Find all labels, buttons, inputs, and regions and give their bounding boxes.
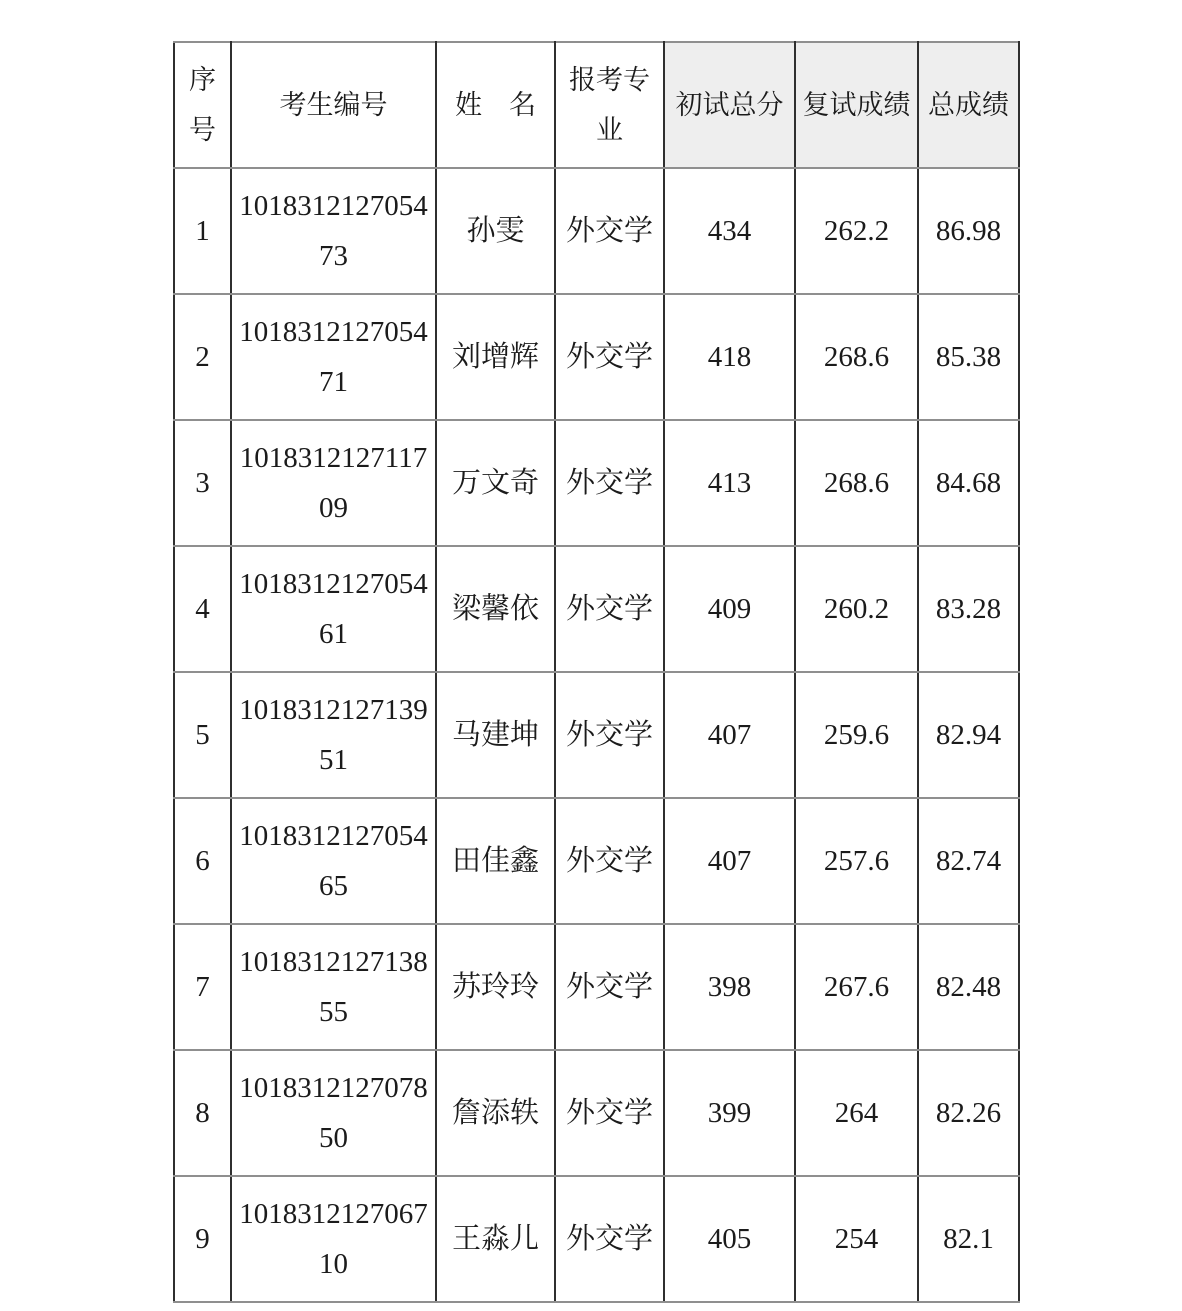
- table-row: [174, 1050, 1019, 1176]
- cell-total-score: 86.98: [918, 168, 1019, 294]
- cell-seq-no: 7: [174, 924, 231, 1050]
- cell-name: 刘增辉: [436, 294, 555, 420]
- cell-major: 外交学: [555, 924, 664, 1050]
- cell-name: 王淼儿: [436, 1176, 555, 1302]
- cell-seq-no: 1: [174, 168, 231, 294]
- col-header-name: 姓 名: [436, 42, 555, 168]
- cell-major: 外交学: [555, 168, 664, 294]
- cell-name: 田佳鑫: [436, 798, 555, 924]
- cell-retest-score: 268.6: [795, 294, 918, 420]
- cell-retest-score: 268.6: [795, 420, 918, 546]
- cell-initial-score: 398: [664, 924, 795, 1050]
- cell-major: 外交学: [555, 1176, 664, 1302]
- cell-initial-score: 413: [664, 420, 795, 546]
- cell-candidate-id: 101831212707850: [231, 1050, 436, 1176]
- cell-seq-no: 9: [174, 1176, 231, 1302]
- col-header-major: 报考专业: [555, 42, 664, 168]
- cell-major: 外交学: [555, 294, 664, 420]
- col-header-total-score: 总成绩: [918, 42, 1019, 168]
- cell-total-score: 82.1: [918, 1176, 1019, 1302]
- cell-total-score: 82.26: [918, 1050, 1019, 1176]
- cell-initial-score: 434: [664, 168, 795, 294]
- cell-seq-no: 6: [174, 798, 231, 924]
- cell-total-score: 83.28: [918, 546, 1019, 672]
- cell-total-score: 82.94: [918, 672, 1019, 798]
- cell-candidate-id: 101831212705465: [231, 798, 436, 924]
- cell-name: 马建坤: [436, 672, 555, 798]
- cell-seq-no: 5: [174, 672, 231, 798]
- cell-retest-score: 254: [795, 1176, 918, 1302]
- cell-major: 外交学: [555, 798, 664, 924]
- cell-retest-score: 260.2: [795, 546, 918, 672]
- cell-total-score: 82.74: [918, 798, 1019, 924]
- cell-major: 外交学: [555, 420, 664, 546]
- cell-total-score: 82.48: [918, 924, 1019, 1050]
- table-row: [174, 1176, 1019, 1302]
- cell-retest-score: 262.2: [795, 168, 918, 294]
- cell-name: 万文奇: [436, 420, 555, 546]
- cell-candidate-id: 101831212705461: [231, 546, 436, 672]
- table-row: [174, 294, 1019, 420]
- cell-seq-no: 2: [174, 294, 231, 420]
- col-header-retest-score: 复试成绩: [795, 42, 918, 168]
- cell-retest-score: 267.6: [795, 924, 918, 1050]
- cell-retest-score: 257.6: [795, 798, 918, 924]
- col-header-initial-score: 初试总分: [664, 42, 795, 168]
- admission-results-table: [173, 41, 1020, 1303]
- cell-initial-score: 407: [664, 798, 795, 924]
- cell-major: 外交学: [555, 546, 664, 672]
- cell-candidate-id: 101831212705471: [231, 294, 436, 420]
- cell-name: 苏玲玲: [436, 924, 555, 1050]
- table-row: [174, 546, 1019, 672]
- col-header-candidate-id: 考生编号: [231, 42, 436, 168]
- cell-name: 梁馨依: [436, 546, 555, 672]
- cell-name: 詹添轶: [436, 1050, 555, 1176]
- cell-initial-score: 407: [664, 672, 795, 798]
- cell-initial-score: 418: [664, 294, 795, 420]
- table-row: [174, 672, 1019, 798]
- cell-retest-score: 259.6: [795, 672, 918, 798]
- cell-name: 孙雯: [436, 168, 555, 294]
- cell-seq-no: 8: [174, 1050, 231, 1176]
- cell-major: 外交学: [555, 672, 664, 798]
- cell-retest-score: 264: [795, 1050, 918, 1176]
- cell-candidate-id: 101831212711709: [231, 420, 436, 546]
- col-header-seq-no: 序号: [174, 42, 231, 168]
- cell-major: 外交学: [555, 1050, 664, 1176]
- cell-seq-no: 3: [174, 420, 231, 546]
- cell-total-score: 84.68: [918, 420, 1019, 546]
- cell-total-score: 85.38: [918, 294, 1019, 420]
- table-header-row: [174, 42, 1019, 168]
- cell-candidate-id: 101831212713951: [231, 672, 436, 798]
- table-row: [174, 168, 1019, 294]
- cell-seq-no: 4: [174, 546, 231, 672]
- cell-initial-score: 409: [664, 546, 795, 672]
- cell-initial-score: 399: [664, 1050, 795, 1176]
- table-row: [174, 798, 1019, 924]
- cell-candidate-id: 101831212705473: [231, 168, 436, 294]
- cell-initial-score: 405: [664, 1176, 795, 1302]
- table-row: [174, 924, 1019, 1050]
- cell-candidate-id: 101831212706710: [231, 1176, 436, 1302]
- cell-candidate-id: 101831212713855: [231, 924, 436, 1050]
- table-row: [174, 420, 1019, 546]
